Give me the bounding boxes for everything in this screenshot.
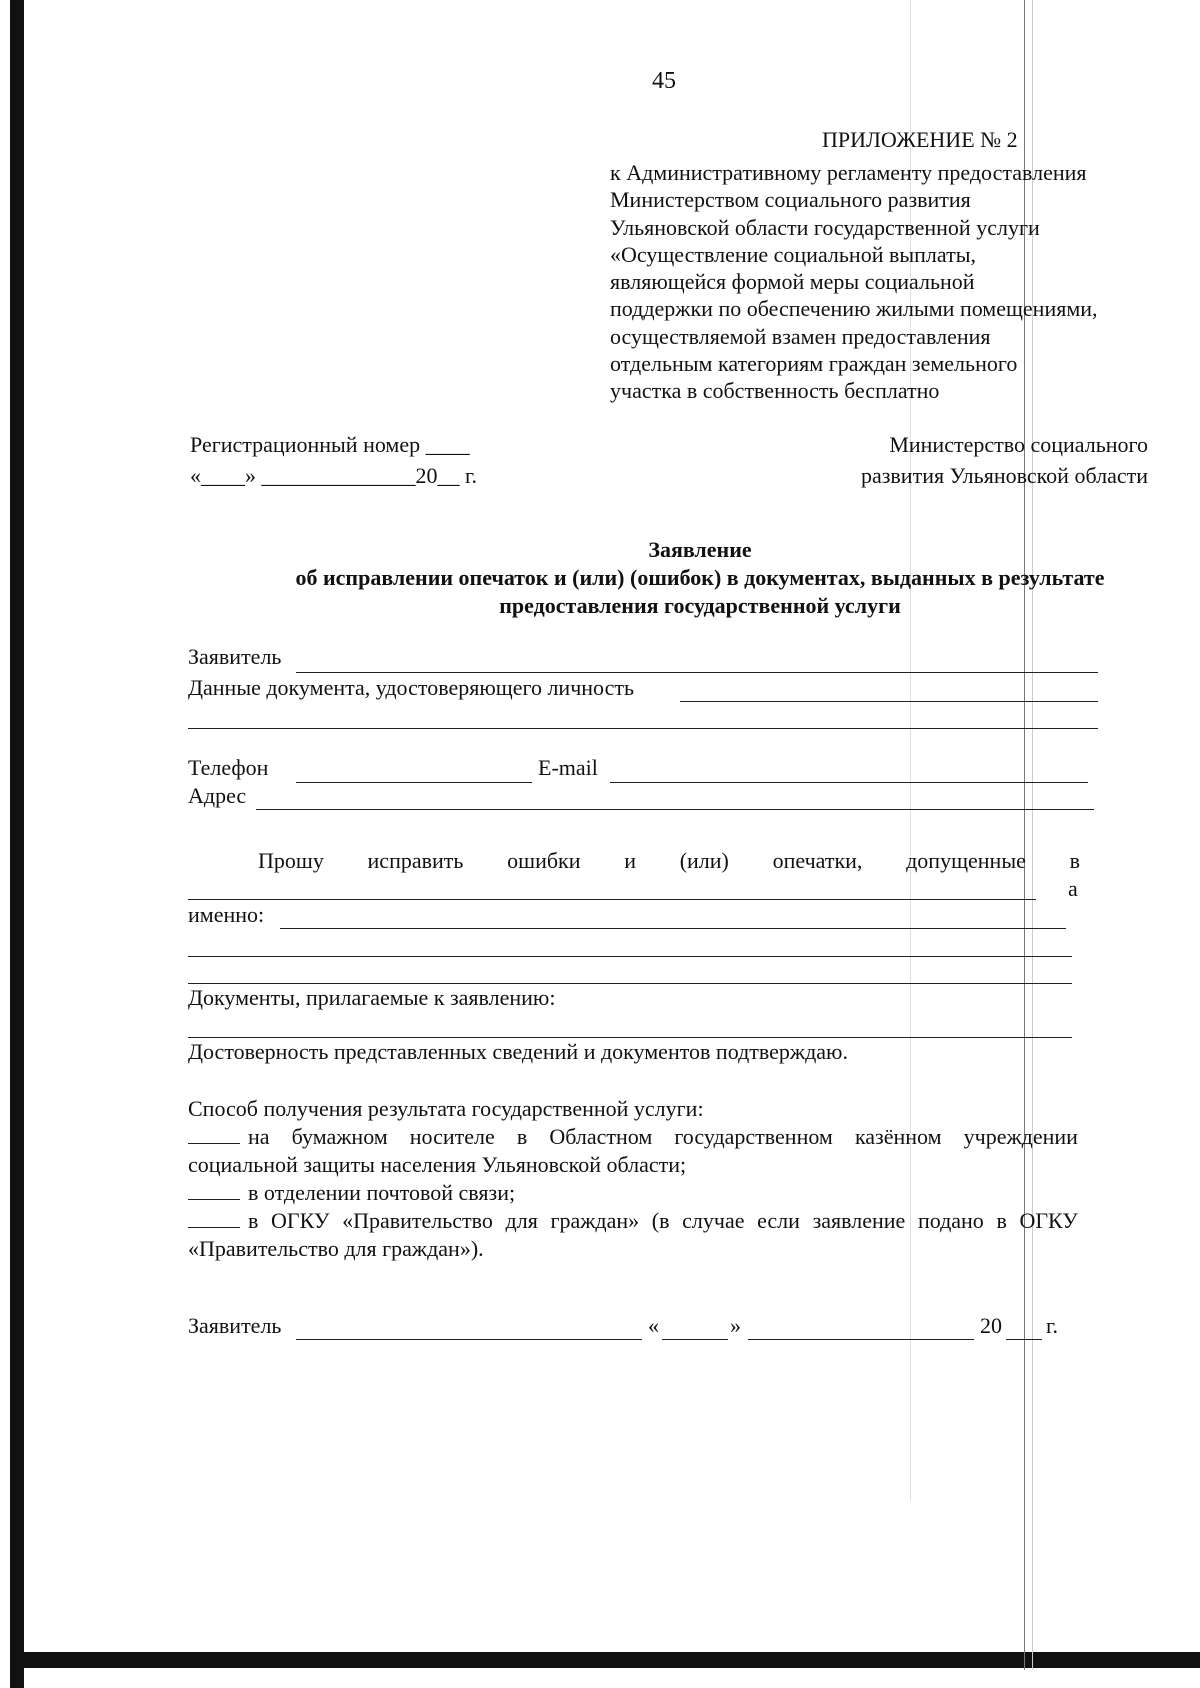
delivery-method-block xyxy=(188,1095,1078,1263)
document-title: Заявление xyxy=(648,537,752,562)
request-word: исправить xyxy=(367,848,464,873)
option-word: в xyxy=(248,1208,259,1233)
option-paper-checkbox-line[interactable] xyxy=(188,1123,240,1144)
email-input-line[interactable] xyxy=(610,782,1088,783)
appendix-line: Ульяновской области государственной услуги xyxy=(610,214,1040,240)
appendix-line: к Административному регламенту предоставления xyxy=(610,160,1087,185)
ministry-line: развития Ульяновской области xyxy=(860,463,1148,488)
option-word: заявление xyxy=(812,1208,906,1233)
appendix-title: ПРИЛОЖЕНИЕ № 2 xyxy=(822,127,1018,152)
delivery-option-paper-line2: социальной защиты населения Ульяновской области; xyxy=(188,1152,687,1177)
scan-bottom-edge xyxy=(10,1652,1200,1668)
id-document-input-line[interactable] xyxy=(680,701,1098,702)
appendix-description xyxy=(610,159,1098,405)
option-word: для xyxy=(505,1208,538,1233)
registration-date-field[interactable]: «____» ______________20__ г. xyxy=(190,463,478,488)
request-tail: а xyxy=(1068,876,1078,901)
delivery-option-ogku[interactable] xyxy=(188,1207,1078,1235)
signature-open-quote: « xyxy=(648,1313,659,1338)
option-word: учреждении xyxy=(963,1124,1078,1149)
request-word: опечатки, xyxy=(772,848,863,873)
signature-year-input-line[interactable] xyxy=(1006,1339,1042,1340)
request-word: Прошу xyxy=(258,848,324,873)
phone-label: Телефон xyxy=(188,755,269,780)
option-word: «Правительство xyxy=(342,1208,493,1233)
option-word: казённом xyxy=(854,1124,942,1149)
option-word: ОГКУ xyxy=(1019,1208,1078,1233)
appendix-line: поддержки по обеспечению жилыми помещениями, xyxy=(610,296,1098,322)
id-document-label: Данные документа, удостоверяющего личность xyxy=(188,675,635,700)
request-word: в xyxy=(1069,848,1080,873)
namely-input-line[interactable] xyxy=(280,928,1066,929)
delivery-option-post[interactable] xyxy=(188,1179,1078,1207)
signature-year-prefix: 20 xyxy=(980,1313,1002,1338)
ministry-addressee xyxy=(861,431,1148,493)
option-word: носителе xyxy=(409,1124,495,1149)
request-word: и xyxy=(624,848,636,873)
delivery-option-paper[interactable] xyxy=(188,1123,1078,1151)
applicant-label: Заявитель xyxy=(188,644,282,669)
attachments-label: Документы, прилагаемые к заявлению: xyxy=(188,985,556,1010)
confirmation-statement: Достоверность представленных сведений и документов подтверждаю. xyxy=(188,1039,848,1064)
namely-input-line-3[interactable] xyxy=(188,983,1072,984)
option-word: Областном xyxy=(549,1124,653,1149)
document-subtitle: об исправлении опечаток и (или) (ошибок) в документах, выданных в результате xyxy=(295,565,1105,590)
request-sentence xyxy=(190,848,1080,874)
signature-close-quote: » xyxy=(730,1313,741,1338)
registration-number-field[interactable]: Регистрационный номер ____ xyxy=(190,432,470,457)
signature-day-input-line[interactable] xyxy=(662,1339,728,1340)
option-word: ОГКУ xyxy=(271,1208,330,1233)
page-number: 45 xyxy=(652,68,676,94)
appendix-line: отдельным категориям граждан земельного xyxy=(610,351,1018,377)
request-word: допущенные xyxy=(906,848,1026,873)
phone-input-line[interactable] xyxy=(296,782,532,783)
option-word: (в xyxy=(651,1208,670,1233)
appendix-line: участка в собственность бесплатно xyxy=(610,378,940,404)
attachments-input-line[interactable] xyxy=(188,1037,1072,1038)
option-post-checkbox-line[interactable] xyxy=(188,1179,240,1200)
id-document-input-line-2[interactable] xyxy=(188,728,1098,729)
option-word: подано xyxy=(917,1208,984,1233)
option-ogku-checkbox-line[interactable] xyxy=(188,1207,240,1228)
delivery-method-title: Способ получения результата государственной услуги: xyxy=(188,1096,704,1121)
signature-label: Заявитель xyxy=(188,1313,282,1338)
scan-left-edge xyxy=(10,0,24,1688)
applicant-input-line[interactable] xyxy=(296,672,1098,673)
request-word: ошибки xyxy=(507,848,581,873)
signature-month-input-line[interactable] xyxy=(748,1339,974,1340)
request-document-input-line[interactable] xyxy=(188,899,1036,900)
document-heading xyxy=(200,536,1200,620)
option-word: в xyxy=(516,1124,528,1149)
email-label: E-mail xyxy=(538,755,598,780)
request-word: (или) xyxy=(679,848,729,873)
appendix-line: осуществляемой взамен предоставления xyxy=(610,323,991,349)
registration-block xyxy=(190,431,477,493)
namely-input-line-2[interactable] xyxy=(188,956,1072,957)
delivery-option-ogku-line2: «Правительство для граждан»). xyxy=(188,1236,484,1261)
option-word: если xyxy=(757,1208,800,1233)
appendix-line: Министерством социального развития xyxy=(610,187,971,213)
option-word: на xyxy=(248,1124,270,1149)
option-word: в xyxy=(996,1208,1007,1233)
option-word: бумажном xyxy=(291,1124,388,1149)
option-word: государственном xyxy=(674,1124,833,1149)
appendix-line: «Осуществление социальной выплаты, xyxy=(610,241,976,267)
address-label: Адрес xyxy=(188,783,247,808)
document-subtitle-2: предоставления государственной услуги xyxy=(499,593,901,618)
ministry-line: Министерство социального xyxy=(889,432,1148,457)
option-word: граждан» xyxy=(550,1208,640,1233)
namely-label: именно: xyxy=(188,902,265,927)
signature-year-suffix: г. xyxy=(1046,1313,1059,1338)
signature-input-line[interactable] xyxy=(296,1339,642,1340)
option-post-label: в отделении почтовой связи; xyxy=(248,1180,516,1205)
option-word: случае xyxy=(682,1208,745,1233)
appendix-line: являющейся формой меры социальной xyxy=(610,269,975,295)
address-input-line[interactable] xyxy=(256,809,1094,810)
